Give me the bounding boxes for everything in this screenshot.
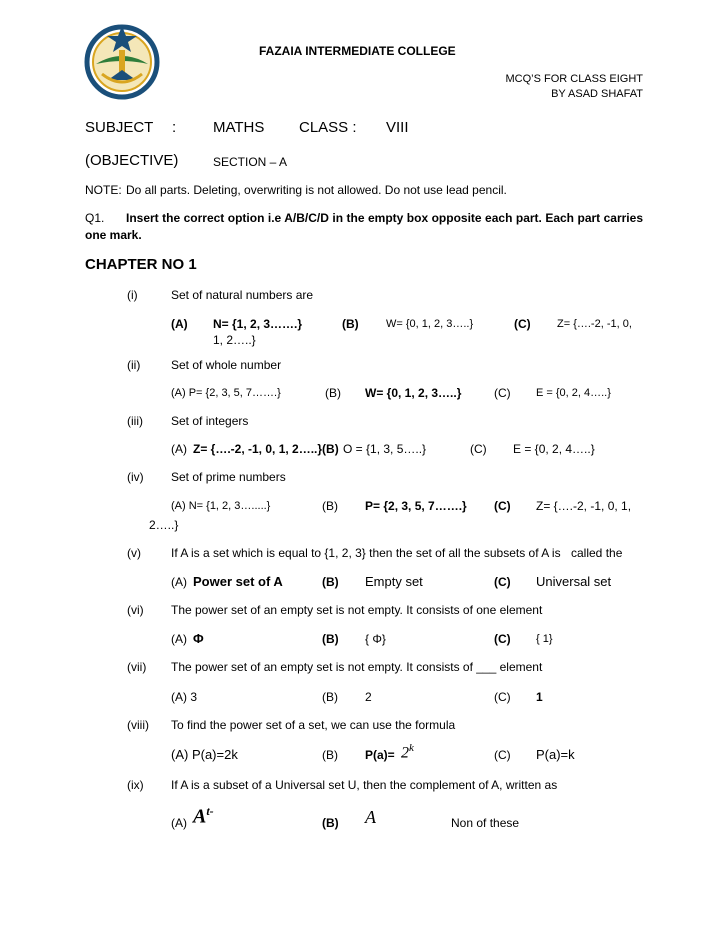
question-number: (i) bbox=[127, 288, 138, 302]
option-c-label: (C) bbox=[514, 317, 531, 331]
q1-label: Q1. bbox=[85, 211, 105, 225]
option-b-formula bbox=[401, 742, 414, 762]
section-label: SECTION – A bbox=[213, 155, 288, 169]
option-b-label: (B) bbox=[322, 499, 338, 513]
option-a-text: Power set of A bbox=[193, 574, 283, 589]
option-c-label: (C) bbox=[494, 575, 511, 589]
option-c-text: { 1} bbox=[536, 633, 553, 645]
fazaia-crest-logo-icon bbox=[82, 18, 162, 100]
option-c-text: Z= {….-2, -1, 0, bbox=[557, 318, 632, 330]
college-title: FAZAIA INTERMEDIATE COLLEGE bbox=[259, 44, 456, 58]
subject-value: MATHS bbox=[213, 119, 265, 136]
option-b-label: (B) bbox=[322, 748, 338, 762]
option-c-label: (C) bbox=[494, 632, 511, 646]
option-a-text: (A) 3 bbox=[171, 690, 198, 704]
option-a-label: (A) bbox=[171, 816, 187, 830]
option-a-continuation: 1, 2…..} bbox=[213, 333, 256, 347]
option-a-label: (A) bbox=[171, 575, 187, 589]
option-c-text: Z= {….-2, -1, 0, 1, bbox=[536, 499, 632, 513]
option-c-label: (C) bbox=[494, 748, 511, 762]
question-number: (v) bbox=[127, 546, 141, 560]
option-a-text: N= {1, 2, 3…….} bbox=[213, 317, 303, 331]
option-b-label: (B) bbox=[322, 632, 339, 646]
option-b-label: (B) bbox=[322, 690, 338, 704]
option-a-formula bbox=[193, 804, 214, 829]
q1-instruction: Insert the correct option i.e A/B/C/D in the empty box opposite each part. Each part carries bbox=[126, 211, 643, 225]
option-c-text: E = {0, 2, 4…..} bbox=[536, 387, 611, 399]
option-a-text: Z= {….-2, -1, 0, 1, 2…..}(B) bbox=[193, 442, 339, 456]
question-text: The power set of an empty set is not empty. It consists of one element bbox=[171, 603, 543, 617]
option-b-text: P(a)= bbox=[365, 748, 395, 762]
q1-instruction-cont: one mark. bbox=[85, 228, 142, 242]
college-logo bbox=[82, 18, 162, 100]
option-a-label: (A) bbox=[171, 442, 187, 456]
mcq-subtitle: MCQ’S FOR CLASS EIGHT bbox=[505, 73, 643, 85]
option-c-continuation: 2…..} bbox=[149, 518, 179, 532]
question-number: (vii) bbox=[127, 660, 147, 674]
question-text: To find the power set of a set, we can use the formula bbox=[171, 718, 456, 732]
option-c-text: E = {0, 2, 4…..} bbox=[513, 442, 595, 456]
option-b-text: P= {2, 3, 5, 7…….} bbox=[365, 499, 467, 513]
objective-label: (OBJECTIVE) bbox=[85, 152, 179, 169]
option-b-formula: A bbox=[365, 807, 376, 827]
option-b-text: W= {0, 1, 2, 3…..} bbox=[365, 386, 462, 400]
option-a-text: (A) N= {1, 2, 3….....} bbox=[171, 500, 271, 512]
question-text: Set of integers bbox=[171, 414, 249, 428]
question-text-end: called the bbox=[571, 546, 623, 560]
option-b-text: W= {0, 1, 2, 3…..} bbox=[386, 318, 474, 330]
option-b-label: (B) bbox=[322, 575, 339, 589]
option-b-label: (B) bbox=[325, 386, 341, 400]
option-b-text: O = {1, 3, 5…..} bbox=[343, 442, 427, 456]
option-c-text: P(a)=k bbox=[536, 747, 575, 762]
option-a-label: (A) bbox=[171, 632, 187, 646]
class-label: CLASS : bbox=[299, 119, 357, 136]
option-a-text: (A) P= {2, 3, 5, 7…….} bbox=[171, 387, 281, 399]
question-text: The power set of an empty set is not empty. It consists of ___ element bbox=[171, 660, 543, 674]
option-d-text: Non of these bbox=[451, 816, 520, 830]
subject-colon: : bbox=[172, 119, 177, 136]
note-text: Do all parts. Deleting, overwriting is not allowed. Do not use lead pencil. bbox=[126, 183, 507, 197]
option-c-label: (C) bbox=[470, 442, 487, 456]
question-number: (vi) bbox=[127, 603, 144, 617]
class-value: VIII bbox=[386, 119, 409, 136]
option-a-text: Φ bbox=[193, 631, 204, 646]
question-text: Set of whole number bbox=[171, 358, 282, 372]
formula-superscript: t- bbox=[206, 804, 214, 818]
formula-base: A bbox=[193, 805, 207, 828]
option-c-label: (C) bbox=[494, 690, 511, 704]
subject-label: SUBJECT bbox=[85, 119, 154, 136]
option-b-label: (B) bbox=[322, 816, 339, 830]
formula-exponent: k bbox=[409, 742, 414, 754]
note-label: NOTE: bbox=[85, 183, 122, 197]
option-b-text: 2 bbox=[365, 690, 372, 704]
option-b-label: (B) bbox=[342, 317, 359, 331]
option-a-text: (A) P(a)=2k bbox=[171, 747, 238, 762]
question-number: (iv) bbox=[127, 470, 144, 484]
question-number: (viii) bbox=[127, 718, 149, 732]
option-b-text: Empty set bbox=[365, 574, 423, 589]
question-number: (ix) bbox=[127, 778, 144, 792]
question-number: (ii) bbox=[127, 358, 141, 372]
option-c-label: (C) bbox=[494, 499, 511, 513]
question-number: (iii) bbox=[127, 414, 143, 428]
formula-base: 2 bbox=[401, 744, 409, 762]
option-b-text: { Φ} bbox=[365, 632, 386, 646]
option-a-label: (A) bbox=[171, 317, 188, 331]
option-c-text: 1 bbox=[536, 690, 543, 704]
option-c-label: (C) bbox=[494, 386, 511, 400]
question-text: Set of prime numbers bbox=[171, 470, 286, 484]
question-text: If A is a subset of a Universal set U, then the complement of A, written as bbox=[171, 778, 558, 792]
chapter-heading: CHAPTER NO 1 bbox=[85, 256, 197, 273]
option-c-text: Universal set bbox=[536, 574, 612, 589]
question-text: Set of natural numbers are bbox=[171, 288, 314, 302]
author-line: BY ASAD SHAFAT bbox=[551, 88, 643, 100]
question-text: If A is a set which is equal to {1, 2, 3} then the set of all the subsets of A is bbox=[171, 546, 561, 560]
